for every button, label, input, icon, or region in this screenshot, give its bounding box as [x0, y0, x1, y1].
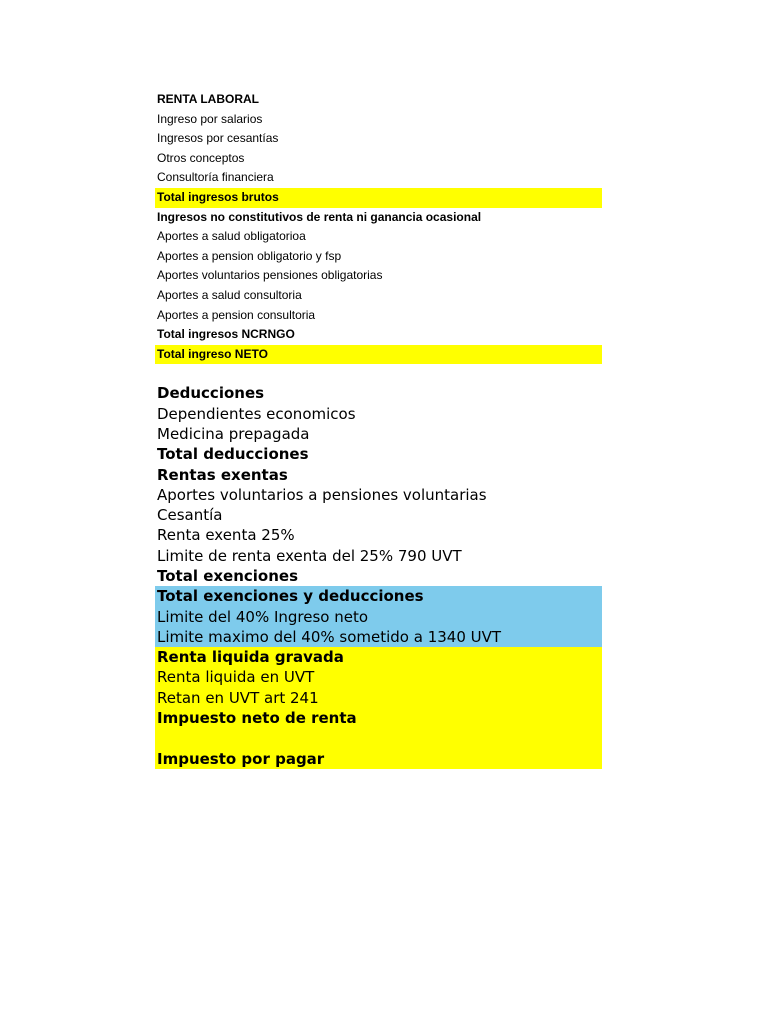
row-dependientes-economicos: Dependientes economicos	[157, 404, 356, 423]
rentas-exentas-heading: Rentas exentas	[157, 465, 288, 484]
row-total-exenciones-deducciones: Total exenciones y deducciones	[155, 586, 602, 606]
row-total-ingreso-neto: Total ingreso NETO	[155, 345, 602, 365]
spreadsheet-sheet	[155, 90, 602, 769]
row-total-deducciones: Total deducciones	[157, 445, 309, 464]
row-renta-exenta-25: Renta exenta 25%	[157, 526, 295, 545]
ncrngo-heading: Ingresos no constitutivos de renta ni ganancia ocasional	[157, 209, 482, 224]
row-aportes-salud-consultoria: Aportes a salud consultoria	[157, 287, 302, 302]
row-ingreso-salarios: Ingreso por salarios	[157, 111, 263, 126]
row-medicina-prepagada: Medicina prepagada	[157, 424, 310, 443]
row-impuesto-neto-renta: Impuesto neto de renta	[155, 708, 602, 728]
section-spacer	[155, 364, 602, 383]
row-aportes-voluntarios-obligatorias: Aportes voluntarios pensiones obligatorias	[157, 268, 383, 283]
row-renta-liquida-uvt: Renta liquida en UVT	[155, 667, 602, 687]
row-aportes-pension-consultoria: Aportes a pension consultoria	[157, 307, 316, 322]
row-consultoria-financiera: Consultoría financiera	[157, 170, 274, 185]
row-total-exenciones: Total exenciones	[157, 566, 299, 585]
renta-laboral-heading: RENTA LABORAL	[157, 92, 259, 106]
row-aportes-salud-obligatorio: Aportes a salud obligatorioa	[157, 229, 306, 244]
row-cesantia: Cesantía	[157, 506, 223, 525]
row-empty	[155, 728, 602, 748]
row-total-ingresos-brutos: Total ingresos brutos	[155, 188, 602, 208]
deducciones-heading: Deducciones	[157, 384, 265, 403]
row-aportes-voluntarios-pensiones: Aportes voluntarios a pensiones voluntarias	[157, 485, 487, 504]
row-limite-maximo-40: Limite maximo del 40% sometido a 1340 UVT	[155, 627, 602, 647]
row-limite-renta-exenta: Limite de renta exenta del 25% 790 UVT	[157, 546, 462, 565]
row-renta-liquida-gravada: Renta liquida gravada	[155, 647, 602, 667]
row-impuesto-por-pagar: Impuesto por pagar	[155, 749, 602, 769]
row-total-ncrngo: Total ingresos NCRNGO	[157, 327, 295, 342]
row-ingresos-cesantias: Ingresos por cesantías	[157, 131, 279, 146]
row-limite-40-ingreso-neto: Limite del 40% Ingreso neto	[155, 607, 602, 627]
row-otros-conceptos: Otros conceptos	[157, 150, 245, 165]
row-aportes-pension-obligatorio: Aportes a pension obligatorio y fsp	[157, 248, 342, 263]
row-retan-uvt-art-241: Retan en UVT art 241	[155, 688, 602, 708]
